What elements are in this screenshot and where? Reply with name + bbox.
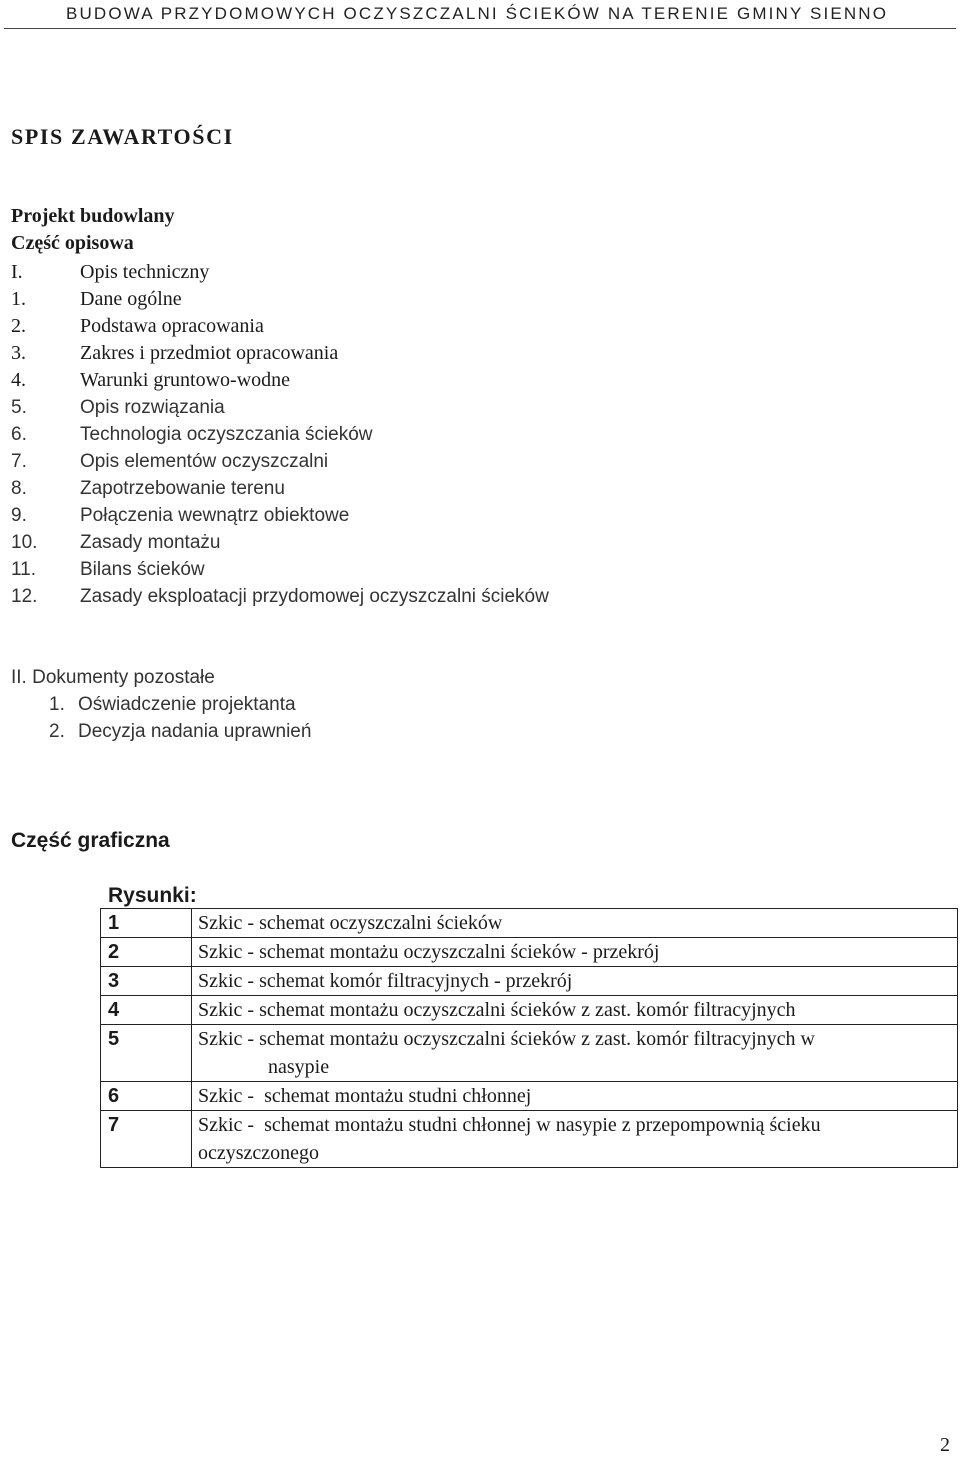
item-num: 12. <box>11 586 38 607</box>
drawing-desc-continuation: nasypie <box>268 1056 330 1078</box>
section-2-heading: II. Dokumenty pozostałe <box>11 667 215 688</box>
item-num: 1. <box>11 288 26 310</box>
drawing-num: 7 <box>101 1111 192 1168</box>
drawings-label: Rysunki: <box>108 884 197 907</box>
table-row <box>101 967 958 996</box>
table-row <box>101 909 958 938</box>
item-text: Zakres i przedmiot opracowania <box>80 342 339 364</box>
drawing-num: 2 <box>101 938 192 967</box>
item-num: 6. <box>11 424 27 445</box>
item-text: Zasady eksploatacji przydomowej oczyszczalni ścieków <box>80 586 549 607</box>
running-header: BUDOWA PRZYDOMOWYCH OCZYSZCZALNI ŚCIEKÓW NA TERENIE GMINY SIENNO <box>66 4 889 23</box>
drawing-num: 3 <box>101 967 192 996</box>
item-num: 1. <box>49 694 65 715</box>
drawing-desc-line: Szkic - schemat montażu oczyszczalni ścieków z zast. komór filtracyjnych w <box>198 1028 815 1050</box>
section-1-label: Opis techniczny <box>80 261 210 283</box>
item-num: 3. <box>11 342 26 364</box>
table-row <box>101 1025 958 1082</box>
item-num: 8. <box>11 478 27 499</box>
item-text: Zapotrzebowanie terenu <box>80 478 285 499</box>
drawing-desc <box>192 1111 958 1168</box>
drawing-num: 1 <box>101 909 192 938</box>
item-text: Warunki gruntowo-wodne <box>80 369 291 391</box>
drawing-num: 6 <box>101 1082 192 1111</box>
item-num: 2. <box>11 315 26 337</box>
item-text: Zasady montażu <box>80 532 221 553</box>
table-row <box>101 938 958 967</box>
item-text: Opis elementów oczyszczalni <box>80 451 329 472</box>
drawing-desc-continuation: oczyszczonego <box>198 1142 320 1164</box>
item-num: 9. <box>11 505 27 526</box>
project-label: Projekt budowlany <box>11 205 175 227</box>
item-text: Opis rozwiązania <box>80 397 225 418</box>
graphic-part-label: Część graficzna <box>11 829 170 852</box>
item-num: 11. <box>11 559 37 580</box>
item-num: 4. <box>11 369 26 391</box>
table-row <box>101 996 958 1025</box>
item-text: Dane ogólne <box>80 288 182 310</box>
item-num: 5. <box>11 397 27 418</box>
toc-title: SPIS ZAWARTOŚCI <box>11 124 234 149</box>
item-num: 2. <box>49 721 65 742</box>
table-row <box>101 1111 958 1168</box>
page-number: 2 <box>940 1434 950 1456</box>
item-text: Decyzja nadania uprawnień <box>78 721 312 742</box>
item-text: Połączenia wewnątrz obiektowe <box>80 505 350 526</box>
item-text: Bilans ścieków <box>80 559 205 580</box>
descriptive-part-label: Część opisowa <box>11 232 134 254</box>
drawing-desc <box>192 1025 958 1082</box>
drawing-desc: Szkic - schemat komór filtracyjnych - przekrój <box>192 967 958 996</box>
item-text: Technologia oczyszczania ścieków <box>80 424 373 445</box>
drawings-table <box>100 908 958 1168</box>
drawing-desc: Szkic - schemat montażu oczyszczalni ścieków - przekrój <box>192 938 958 967</box>
item-text: Podstawa opracowania <box>80 315 264 337</box>
item-num: 10. <box>11 532 38 553</box>
drawing-num: 5 <box>101 1025 192 1082</box>
drawing-desc-line: Szkic - schemat montażu studni chłonnej w nasypie z przepompownią ścieku <box>198 1114 821 1136</box>
drawing-num: 4 <box>101 996 192 1025</box>
table-row <box>101 1082 958 1111</box>
section-1-num: I. <box>11 261 23 283</box>
header-divider <box>4 28 956 29</box>
drawing-desc: Szkic - schemat montażu studni chłonnej <box>192 1082 958 1111</box>
item-text: Oświadczenie projektanta <box>78 694 296 715</box>
item-num: 7. <box>11 451 27 472</box>
drawing-desc: Szkic - schemat oczyszczalni ścieków <box>192 909 958 938</box>
drawing-desc: Szkic - schemat montażu oczyszczalni ścieków z zast. komór filtracyjnych <box>192 996 958 1025</box>
